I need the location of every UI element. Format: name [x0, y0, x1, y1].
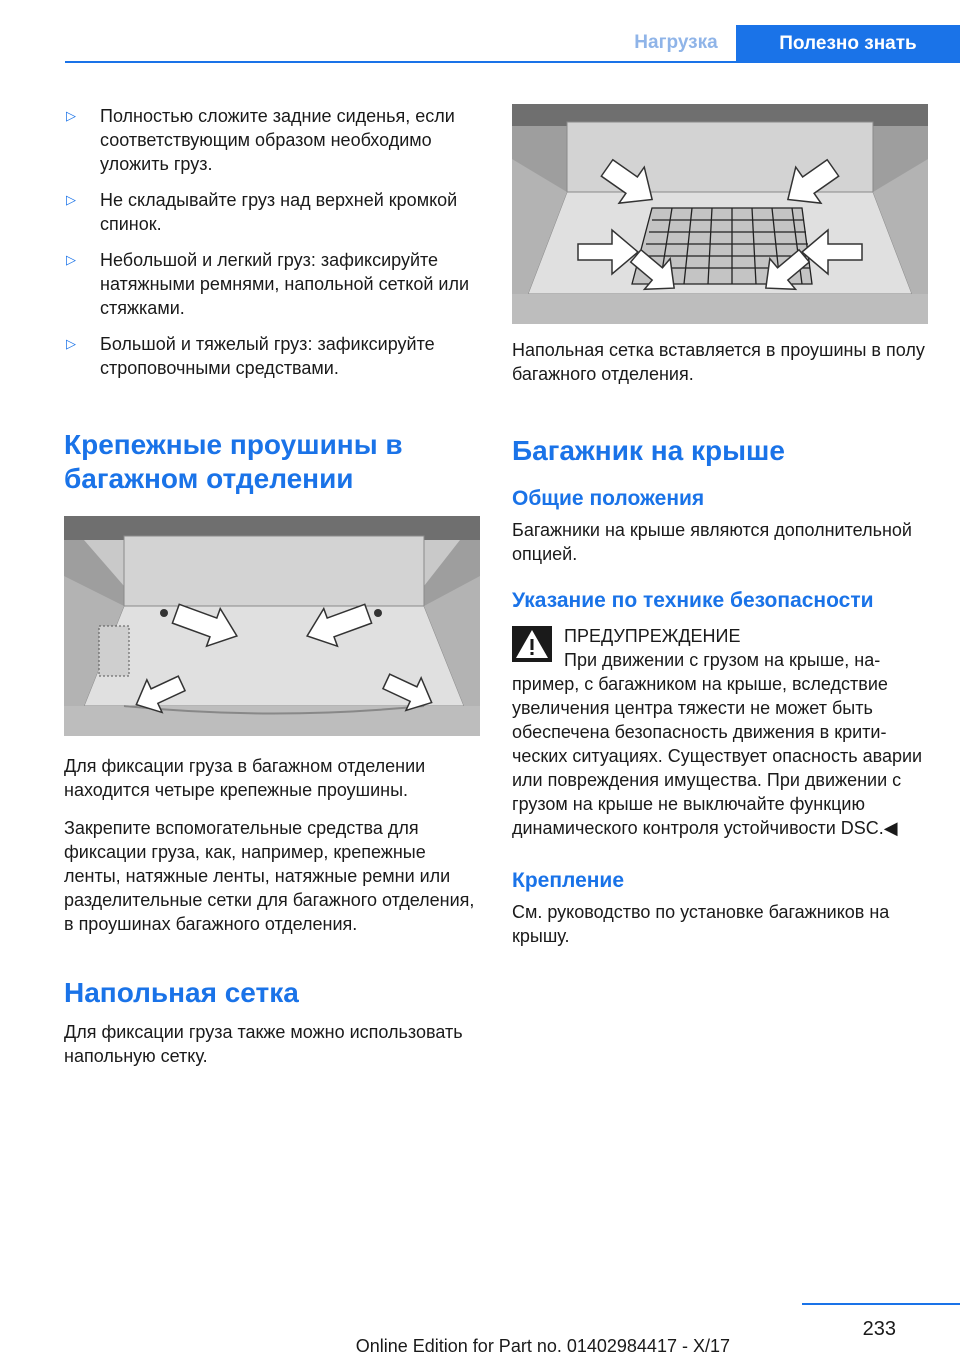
header-tab-useful[interactable]: Полезно знать — [736, 25, 960, 63]
paragraph: См. руководство по установке багажников на крышу. — [512, 902, 890, 946]
section-title-roof-rack: Багажник на крыше — [512, 435, 785, 466]
bullet-text: Не складывайте груз над верхней кромкой спинок. — [100, 190, 458, 234]
warning-label: ПРЕДУПРЕЖДЕНИЕ — [564, 626, 741, 646]
warning-block — [512, 624, 928, 840]
floor-net-image — [512, 104, 928, 324]
bullet-triangle-icon: ▷ — [66, 336, 76, 351]
page-number: 233 — [862, 1318, 896, 1340]
list-item — [64, 248, 480, 320]
right-column — [512, 104, 928, 948]
bullet-triangle-icon: ▷ — [66, 108, 76, 123]
paragraph: Для фиксации груза также можно использовать напольную сетку. — [64, 1022, 463, 1066]
subsection-title-safety: Указание по технике безопасности — [512, 589, 874, 612]
list-item — [64, 104, 480, 176]
bullet-triangle-icon: ▷ — [66, 192, 76, 207]
subsection-title-mounting: Крепление — [512, 869, 625, 892]
warning-triangle-icon — [512, 626, 552, 662]
image-caption: Напольная сетка вставляется в проушины в полу багажного отделения. — [512, 340, 925, 384]
list-item — [64, 332, 480, 380]
bullet-text: Большой и тяжелый груз: зафиксируйте строповочными средствами. — [100, 334, 435, 378]
paragraph: Для фиксации груза в багажном отделении находится четыре крепежные проушины. — [64, 756, 426, 800]
edition-note: Online Edition for Part no. 01402984417 - X/17 — [355, 1336, 730, 1356]
trunk-lashing-eyes-image — [64, 516, 480, 736]
left-column — [64, 104, 480, 1068]
section-title-lashing-eyes: Крепежные проушины в багажном отделении — [64, 429, 403, 494]
bullet-text: Небольшой и легкий груз: зафиксируйте натяжными ремнями, напольной сеткой или стяжками. — [100, 250, 470, 318]
section-title-floor-net: Напольная сетка — [64, 977, 299, 1008]
bullet-triangle-icon: ▷ — [66, 252, 76, 267]
paragraph: Багажники на крыше являются дополнительной опцией. — [512, 520, 912, 564]
header-tab-load[interactable]: Нагрузка — [634, 32, 718, 53]
footer-rule — [802, 1303, 960, 1305]
list-item — [64, 188, 480, 236]
warning-text: При движении с грузом на крыше, например, с багажником на крыше, вследствие увеличения центра тяжести не может быть обеспечена безопасность движения в критических ситуациях. Существует опасность аварии или повреждения имущества. При движении с грузом на крыше не выключайте функцию динамического контроля устойчивости DSC.◀ — [512, 650, 923, 838]
bullet-text: Полностью сложите задние сиденья, если соответствующим образом необходимо уложить груз. — [100, 106, 455, 174]
paragraph: Закрепите вспомогательные средства для фиксации груза, как, например, крепежные ленты, натяжные ленты, натяжные ремни или разделительные сетки для багажного отделения, в проушинах багажного отделения. — [64, 818, 475, 934]
subsection-title-general: Общие положения — [512, 487, 705, 510]
